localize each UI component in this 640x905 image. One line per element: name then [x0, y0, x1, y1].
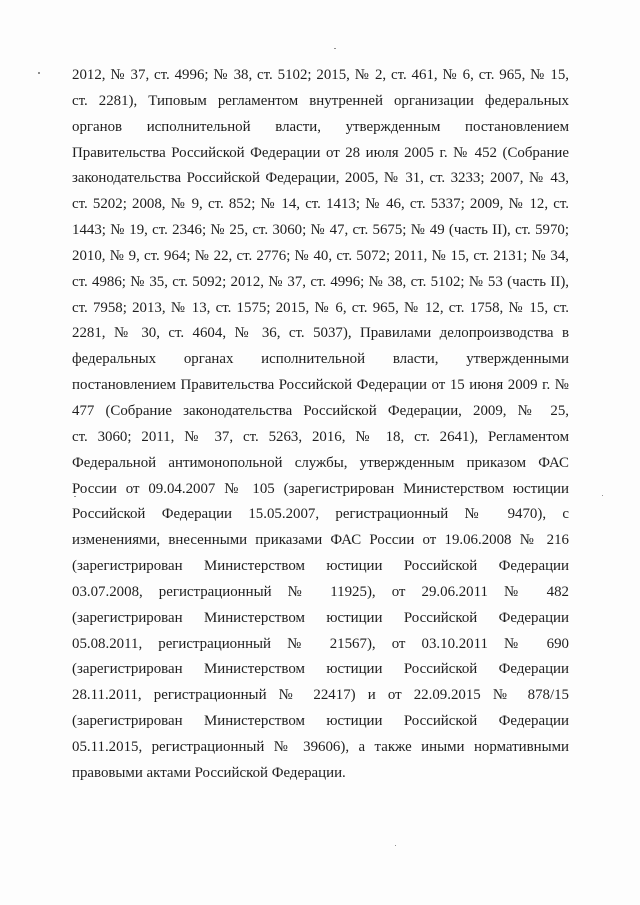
text-line-1: 2012, № 37, ст. 4996; № 38, ст. 5102; 2015, № 2, ст. 461, № 6, ст. 965, № 15, — [72, 67, 569, 83]
text-line-9: ст. 4986; № 35, ст. 5092; 2012, № 37, ст. 4996; № 38, ст. 5102; № 53 (часть II), — [72, 273, 569, 290]
text-line-5: законодательства Российской Федерации, 2005, № 31, ст. 3233; 2007, № 43, — [72, 170, 569, 187]
text-line-21: 03.07.2008, регистрационный № 11925), от 29.06.2011 № 482 — [72, 583, 569, 600]
text-line-3: органов исполнительной власти, утвержденным постановлением — [72, 118, 569, 135]
scan-speck — [395, 845, 396, 846]
scan-speck — [38, 72, 40, 74]
scan-speck — [334, 48, 336, 49]
scan-speck — [602, 495, 603, 496]
scan-speck — [74, 496, 76, 497]
text-line-16: Федеральной антимонопольной службы, утвержденным приказом ФАС — [72, 454, 569, 471]
text-line-17: России от 09.04.2007 № 105 (зарегистрирован Министерством юстиции — [72, 480, 569, 497]
text-line-12: федеральных органах исполнительной власти, утвержденными — [72, 351, 569, 368]
text-line-18: Российской Федерации 15.05.2007, регистрационный № 9470), с — [72, 506, 569, 523]
text-line-28: правовыми актами Российской Федерации. — [72, 764, 346, 781]
text-line-2: ст. 2281), Типовым регламентом внутренней организации федеральных — [72, 92, 569, 109]
text-line-14: 477 (Собрание законодательства Российской Федерации, 2009, № 25, — [72, 402, 569, 419]
text-line-25: 28.11.2011, регистрационный № 22417) и от 22.09.2015 № 878/15 — [72, 687, 569, 704]
text-line-22: (зарегистрирован Министерством юстиции Российской Федерации — [72, 609, 569, 626]
text-line-23: 05.08.2011, регистрационный № 21567), от 03.10.2011 № 690 — [72, 635, 569, 652]
text-line-15: ст. 3060; 2011, № 37, ст. 5263, 2016, № 18, ст. 2641), Регламентом — [72, 428, 569, 445]
text-line-13: постановлением Правительства Российской Федерации от 15 июня 2009 г. № — [72, 377, 569, 394]
text-line-26: (зарегистрирован Министерством юстиции Российской Федерации — [72, 713, 569, 730]
text-line-6: ст. 5202; 2008, № 9, ст. 852; № 14, ст. 1413; № 46, ст. 5337; 2009, № 12, ст. — [72, 196, 569, 213]
text-line-8: 2010, № 9, ст. 964; № 22, ст. 2776; № 40, ст. 5072; 2011, № 15, ст. 2131; № 34, — [72, 247, 569, 264]
text-line-20: (зарегистрирован Министерством юстиции Российской Федерации — [72, 558, 569, 575]
text-line-24: (зарегистрирован Министерством юстиции Российской Федерации — [72, 661, 569, 678]
text-line-19: изменениями, внесенными приказами ФАС России от 19.06.2008 № 216 — [72, 532, 569, 549]
document-body-text — [72, 63, 569, 787]
text-line-4: Правительства Российской Федерации от 28 июля 2005 г. № 452 (Собрание — [72, 144, 569, 161]
text-line-10: ст. 7958; 2013, № 13, ст. 1575; 2015, № 6, ст. 965, № 12, ст. 1758, № 15, ст. — [72, 299, 569, 316]
text-line-7: 1443; № 19, ст. 2346; № 25, ст. 3060; № 47, ст. 5675; № 49 (часть II), ст. 5970; — [72, 222, 569, 239]
text-line-27: 05.11.2015, регистрационный № 39606), а также иными нормативными — [72, 738, 569, 755]
text-line-11: 2281, № 30, ст. 4604, № 36, ст. 5037), Правилами делопроизводства в — [72, 325, 569, 342]
